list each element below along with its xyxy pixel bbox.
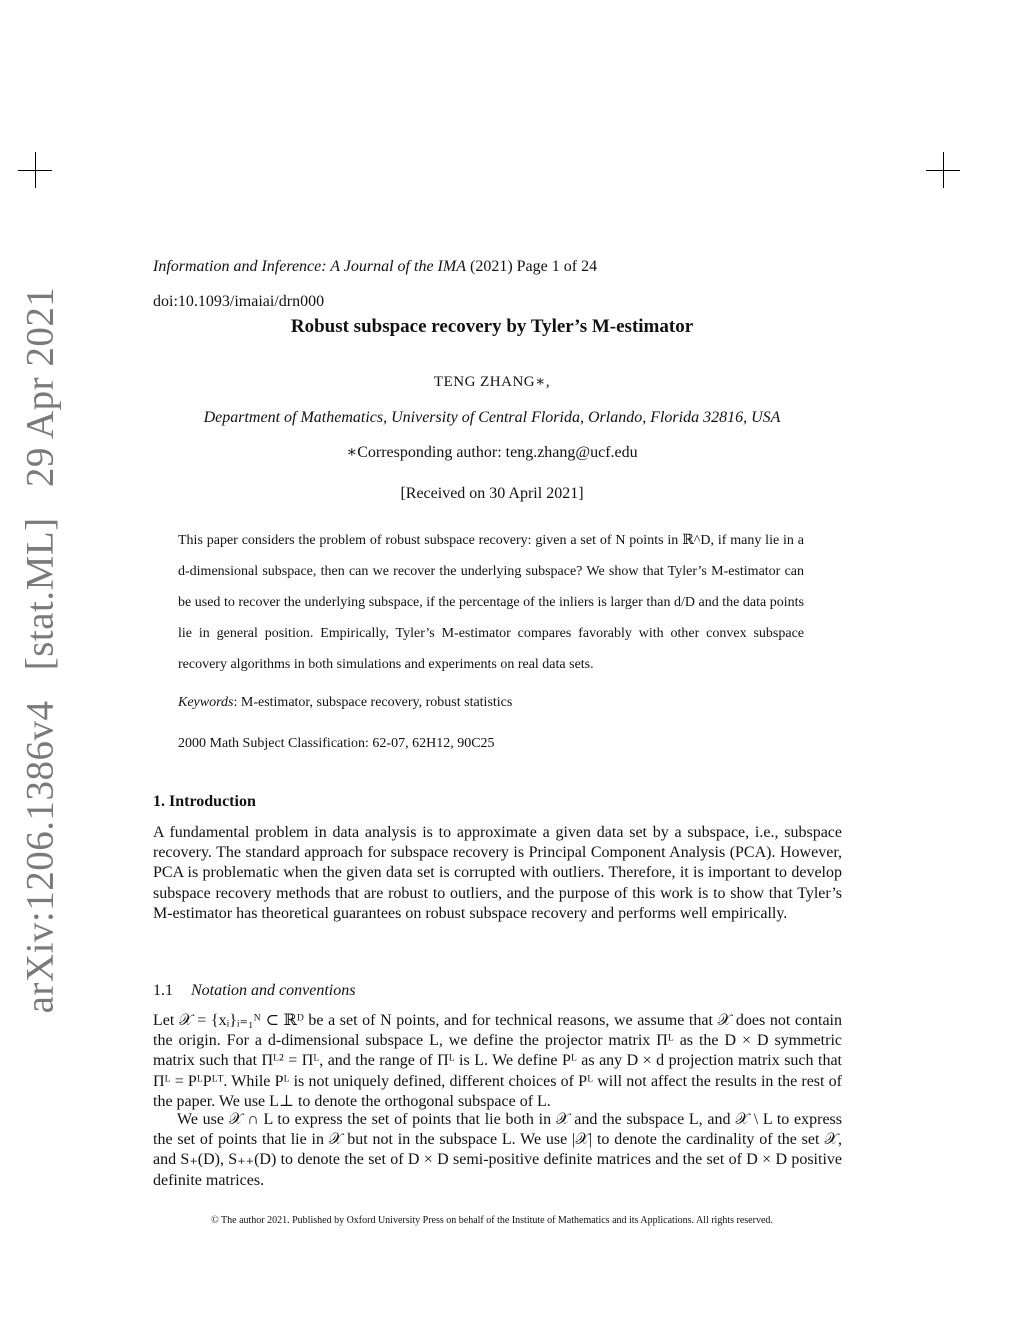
keywords-text: : M-estimator, subspace recovery, robust statistics <box>233 695 513 710</box>
section-heading-introduction: 1. Introduction <box>153 793 256 810</box>
arxiv-category: [stat.ML] <box>18 517 62 671</box>
doi: doi:10.1093/imaiai/drn000 <box>153 293 325 310</box>
keywords <box>178 695 512 711</box>
arxiv-id: arXiv:1206.1386v4 <box>18 700 62 1014</box>
crop-mark-left-v <box>35 152 36 188</box>
crop-mark-right-v <box>943 152 944 188</box>
abstract: This paper considers the problem of robust subspace recovery: given a set of N points in ℝ^D, if many lie in a d-dimensional subspace, then can we recover the underlying subspace? We show that Tyler’s M-estimator can be used to recover the underlying subspace, if the percentage of the inliers is larger than d/D and the data points lie in general position. Empirically, Tyler’s M-estimator compares favorably with other convex subspace recovery algorithms in both simulations and experiments on real data sets. <box>178 533 804 672</box>
math-subject-classification: 2000 Math Subject Classification: 62-07, 62H12, 90C25 <box>178 736 495 751</box>
subsection-number: 1.1 <box>153 982 173 999</box>
paper-title: Robust subspace recovery by Tyler’s M-estimator <box>290 316 694 337</box>
arxiv-date: 29 Apr 2021 <box>18 286 62 488</box>
corresponding-author: ∗Corresponding author: teng.zhang@ucf.edu <box>346 444 638 461</box>
subsection-title: Notation and conventions <box>191 982 356 999</box>
keywords-label: Keywords <box>178 695 234 710</box>
subsection-heading <box>153 982 355 1000</box>
copyright-footer: © The author 2021. Published by Oxford University Press on behalf of the Institute of Mathematics and its Applications. All rights reserved. <box>211 1215 773 1226</box>
received-date: [Received on 30 April 2021] <box>400 485 584 502</box>
introduction-paragraph: A fundamental problem in data analysis is to approximate a given data set by a subspace, i.e., subspace recovery. The standard approach for subspace recovery is Principal Component Analysis (PCA). However, PCA is problematic when the given data set is corrupted with outliers. Therefore, it is important to develop subspace recovery methods that are robust to outliers, and the purpose of this work is to show that Tyler’s M-estimator has theoretical guarantees on robust subspace recovery and performs well empirically. <box>153 824 842 922</box>
affiliation: Department of Mathematics, University of Central Florida, Orlando, Florida 32816, USA <box>203 409 781 426</box>
notation-paragraph-1: Let 𝒳 = {xᵢ}ᵢ₌₁ᴺ ⊂ ℝᴰ be a set of N points, and for technical reasons, we assume that 𝒳 does not contain the origin. For a d-dimensional subspace L, we define the projector matrix Πᴸ as the D × D symmetric matrix such that Πᴸ² = Πᴸ, and the range of Πᴸ is L. We define Pᴸ as any D × d projection matrix such that Πᴸ = PᴸPᴸᵀ. While Pᴸ is not uniquely defined, different choices of Pᴸ will not affect the results in the rest of the paper. We use L⊥ to denote the orthogonal subspace of L. <box>153 1012 842 1110</box>
journal-meta: (2021) Page 1 of 24 <box>469 258 598 275</box>
journal-name: Information and Inference: A Journal of the IMA <box>153 258 466 275</box>
author-name: TENG ZHANG∗, <box>433 374 551 390</box>
notation-paragraph-2: We use 𝒳 ∩ L to express the set of points that lie both in 𝒳 and the subspace L, and 𝒳 \ L to express the set of points that lie in 𝒳 but not in the subspace L. We use |𝒳| to denote the cardinality of the set 𝒳, and S₊(D), S₊₊(D) to denote the set of D × D semi-positive definite matrices and the set of D × D positive definite matrices. <box>153 1111 842 1189</box>
journal-header <box>153 258 597 276</box>
arxiv-side-identifier <box>18 287 63 1014</box>
